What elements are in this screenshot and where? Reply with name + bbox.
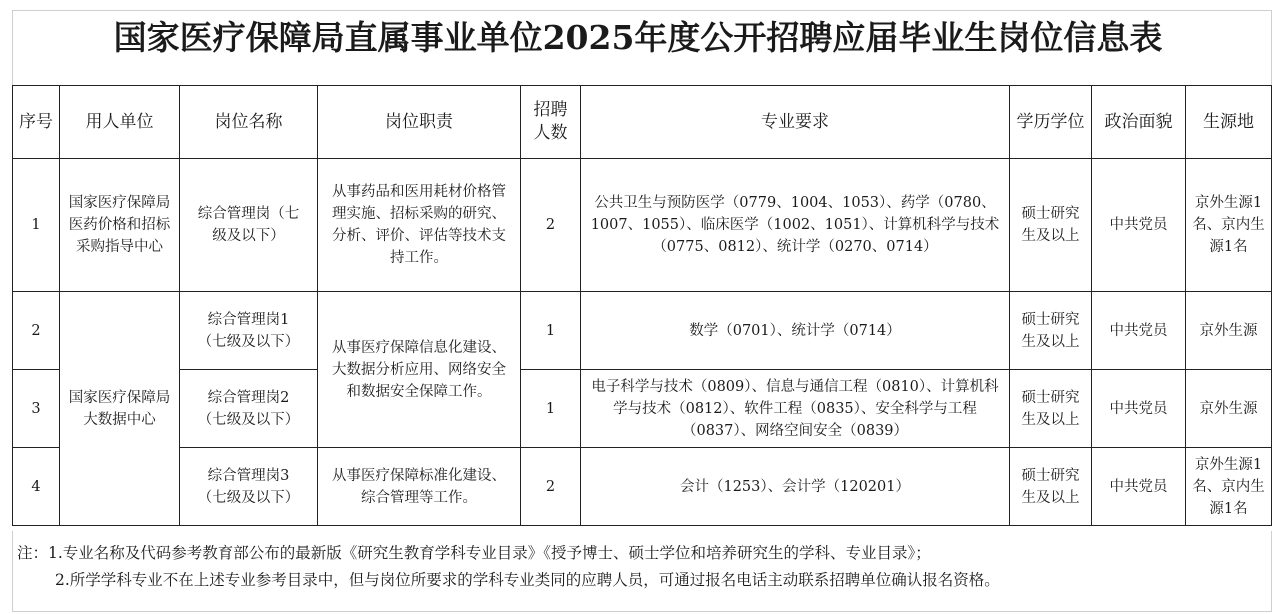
cell-seq: 3 [13, 370, 60, 448]
cell-political: 中共党员 [1092, 159, 1186, 292]
header-duty: 岗位职责 [318, 86, 521, 159]
note-line-1: 注：1.专业名称及代码参考教育部公布的最新版《研究生教育学科专业目录》《授予博士、硕士学位和培养研究生的学科、专业目录》； [17, 544, 931, 562]
cell-political: 中共党员 [1092, 448, 1186, 526]
positions-table [12, 85, 1272, 526]
cell-source: 京外生源1名、京内生源1名 [1186, 448, 1272, 526]
cell-source: 京外生源1名、京内生源1名 [1186, 159, 1272, 292]
table-header-row [13, 86, 1272, 159]
cell-seq: 1 [13, 159, 60, 292]
note-line-2: 2.所学学科专业不在上述专业参考目录中，但与岗位所要求的学科专业类同的应聘人员，可通过报名电话主动联系招聘单位确认报名资格。 [55, 571, 1000, 589]
cell-major: 会计（1253）、会计学（120201） [581, 448, 1010, 526]
cell-seq: 4 [13, 448, 60, 526]
header-source: 生源地 [1186, 86, 1272, 159]
cell-major: 数学（0701）、统计学（0714） [581, 292, 1010, 370]
header-count: 招聘人数 [521, 86, 581, 159]
cell-major: 电子科学与技术（0809）、信息与通信工程（0810）、计算机科学与技术（0812）、软件工程（0835）、安全科学与工程（0837）、网络空间安全（0839） [581, 370, 1010, 448]
table-row [13, 448, 1272, 526]
header-unit: 用人单位 [60, 86, 180, 159]
cell-unit: 国家医疗保障局大数据中心 [60, 292, 180, 526]
cell-political: 中共党员 [1092, 370, 1186, 448]
cell-post: 综合管理岗1（七级及以下） [180, 292, 318, 370]
cell-unit: 国家医疗保障局医药价格和招标采购指导中心 [60, 159, 180, 292]
cell-duty: 从事医疗保障信息化建设、大数据分析应用、网络安全和数据安全保障工作。 [318, 292, 521, 448]
cell-count: 2 [521, 448, 581, 526]
table-row [13, 159, 1272, 292]
cell-political: 中共党员 [1092, 292, 1186, 370]
cell-count: 1 [521, 292, 581, 370]
cell-degree: 硕士研究生及以上 [1010, 159, 1092, 292]
cell-degree: 硕士研究生及以上 [1010, 448, 1092, 526]
cell-duty: 从事医疗保障标准化建设、综合管理等工作。 [318, 448, 521, 526]
cell-major: 公共卫生与预防医学（0779、1004、1053）、药学（0780、1007、1055）、临床医学（1002、1051）、计算机科学与技术（0775、0812）、统计学（0270、0714） [581, 159, 1010, 292]
table-row [13, 292, 1272, 370]
header-degree: 学历学位 [1010, 86, 1092, 159]
notes [17, 540, 1267, 594]
header-major: 专业要求 [581, 86, 1010, 159]
cell-duty: 从事药品和医用耗材价格管理实施、招标采购的研究、分析、评价、评估等技术支持工作。 [318, 159, 521, 292]
page-title: 国家医疗保障局直属事业单位2025年度公开招聘应届毕业生岗位信息表 [113, 18, 1163, 57]
header-post: 岗位名称 [180, 86, 318, 159]
cell-source: 京外生源 [1186, 370, 1272, 448]
cell-degree: 硕士研究生及以上 [1010, 370, 1092, 448]
table-row [13, 370, 1272, 448]
cell-seq: 2 [13, 292, 60, 370]
header-political: 政治面貌 [1092, 86, 1186, 159]
cell-post: 综合管理岗2（七级及以下） [180, 370, 318, 448]
cell-degree: 硕士研究生及以上 [1010, 292, 1092, 370]
cell-source: 京外生源 [1186, 292, 1272, 370]
cell-post: 综合管理岗（七级及以下） [180, 159, 318, 292]
cell-count: 2 [521, 159, 581, 292]
cell-count: 1 [521, 370, 581, 448]
cell-post: 综合管理岗3（七级及以下） [180, 448, 318, 526]
header-seq: 序号 [13, 86, 60, 159]
